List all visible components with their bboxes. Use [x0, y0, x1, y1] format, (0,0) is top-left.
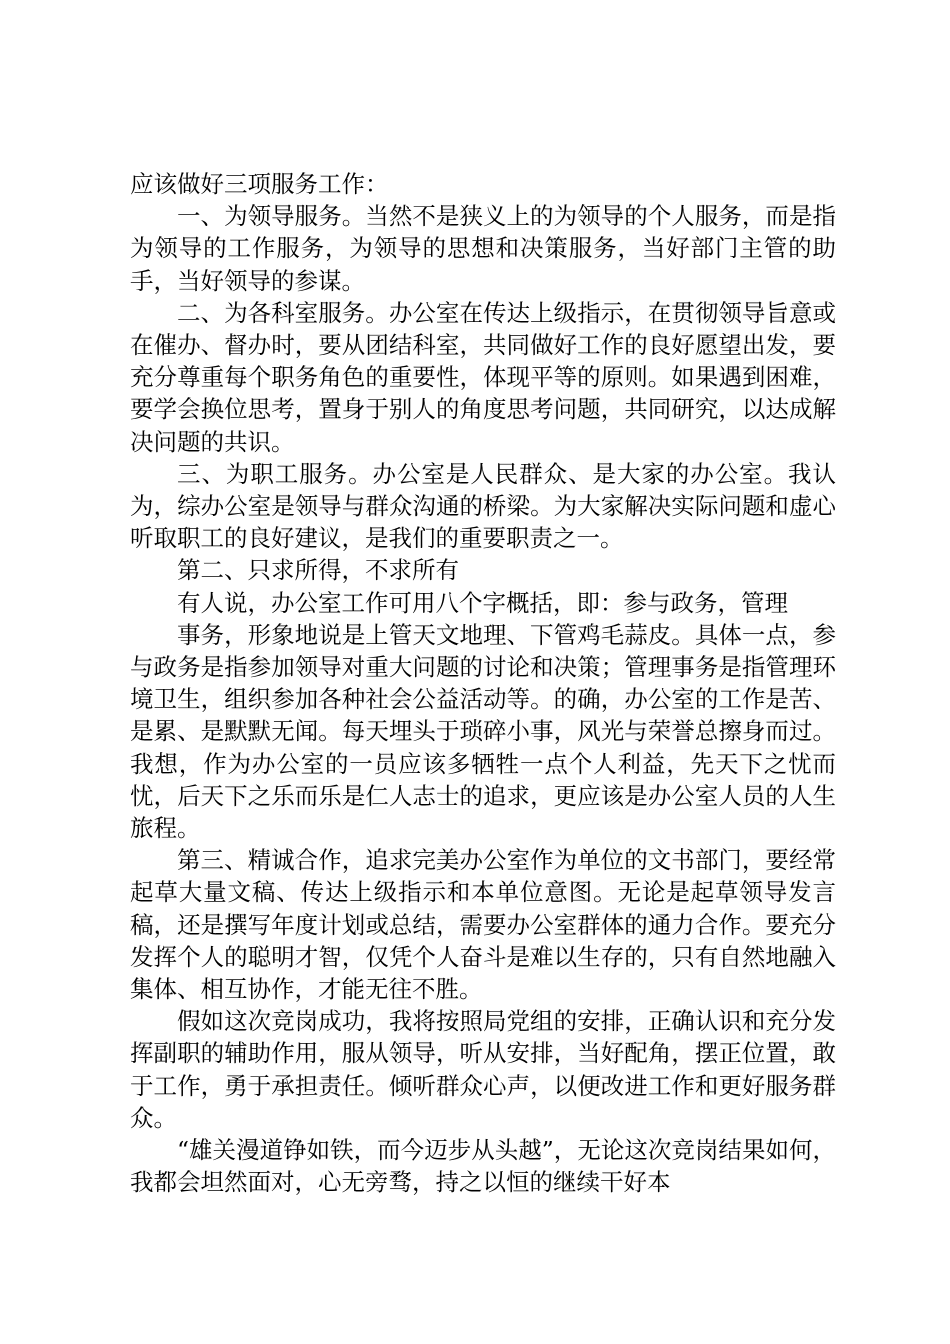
- paragraph-10: “雄关漫道铮如铁，而今迈步从头越”，无论这次竞岗结果如何，我都会坦然面对，心无旁骛，持之以恒的继续干好本: [130, 1136, 836, 1197]
- paragraph-8: 第三、精诚合作，追求完美办公室作为单位的文书部门，要经常起草大量文稿、传达上级指示和本单位意图。无论是起草领导发言稿，还是撰写年度计划或总结，需要办公室群体的通力合作。要充分发挥个人的聪明才智，仅凭个人奋斗是难以生存的，只有自然地融入集体、相互协作，才能无往不胜。: [130, 846, 836, 1004]
- paragraph-3: 二、为各科室服务。办公室在传达上级指示，在贯彻领导旨意或在催办、督办时，要从团结科室，共同做好工作的良好愿望出发，要充分尊重每个职务角色的重要性，体现平等的原则。如果遇到困难，要学会换位思考，置身于别人的角度思考问题，共同研究，以达成解决问题的共识。: [130, 298, 836, 456]
- section-heading-2: 第二、只求所得，不求所有: [177, 556, 459, 585]
- document-body: [130, 168, 836, 1199]
- paragraph-2: 一、为领导服务。当然不是狭义上的为领导的个人服务，而是指为领导的工作服务，为领导的思想和决策服务，当好部门主管的助手，当好领导的参谋。: [130, 202, 836, 295]
- paragraph-7: 事务，形象地说是上管天文地理、下管鸡毛蒜皮。具体一点，参与政务是指参加领导对重大问题的讨论和决策；管理事务是指管理环境卫生，组织参加各种社会公益活动等。的确，办公室的工作是苦、是累、是默默无闻。每天埋头于琐碎小事，风光与荣誉总擦身而过。我想，作为办公室的一员应该多牺牲一点个人利益，先天下之忧而忧，后天下之乐而乐是仁人志士的追求，更应该是办公室人员的人生旅程。: [130, 620, 836, 843]
- paragraph-6: 有人说，办公室工作可用八个字概括，即：参与政务，管理: [177, 588, 788, 617]
- paragraph-1: 应该做好三项服务工作：: [130, 170, 389, 198]
- paragraph-4: 三、为职工服务。办公室是人民群众、是大家的办公室。我认为，综办公室是领导与群众沟通的桥梁。为大家解决实际问题和虚心听取职工的良好建议，是我们的重要职责之一。: [130, 459, 836, 553]
- paragraph-9: 假如这次竞岗成功，我将按照局党组的安排，正确认识和充分发挥副职的辅助作用，服从领导，听从安排，当好配角，摆正位置，敢于工作，勇于承担责任。倾听群众心声，以便改进工作和更好服务群众。: [130, 1007, 836, 1132]
